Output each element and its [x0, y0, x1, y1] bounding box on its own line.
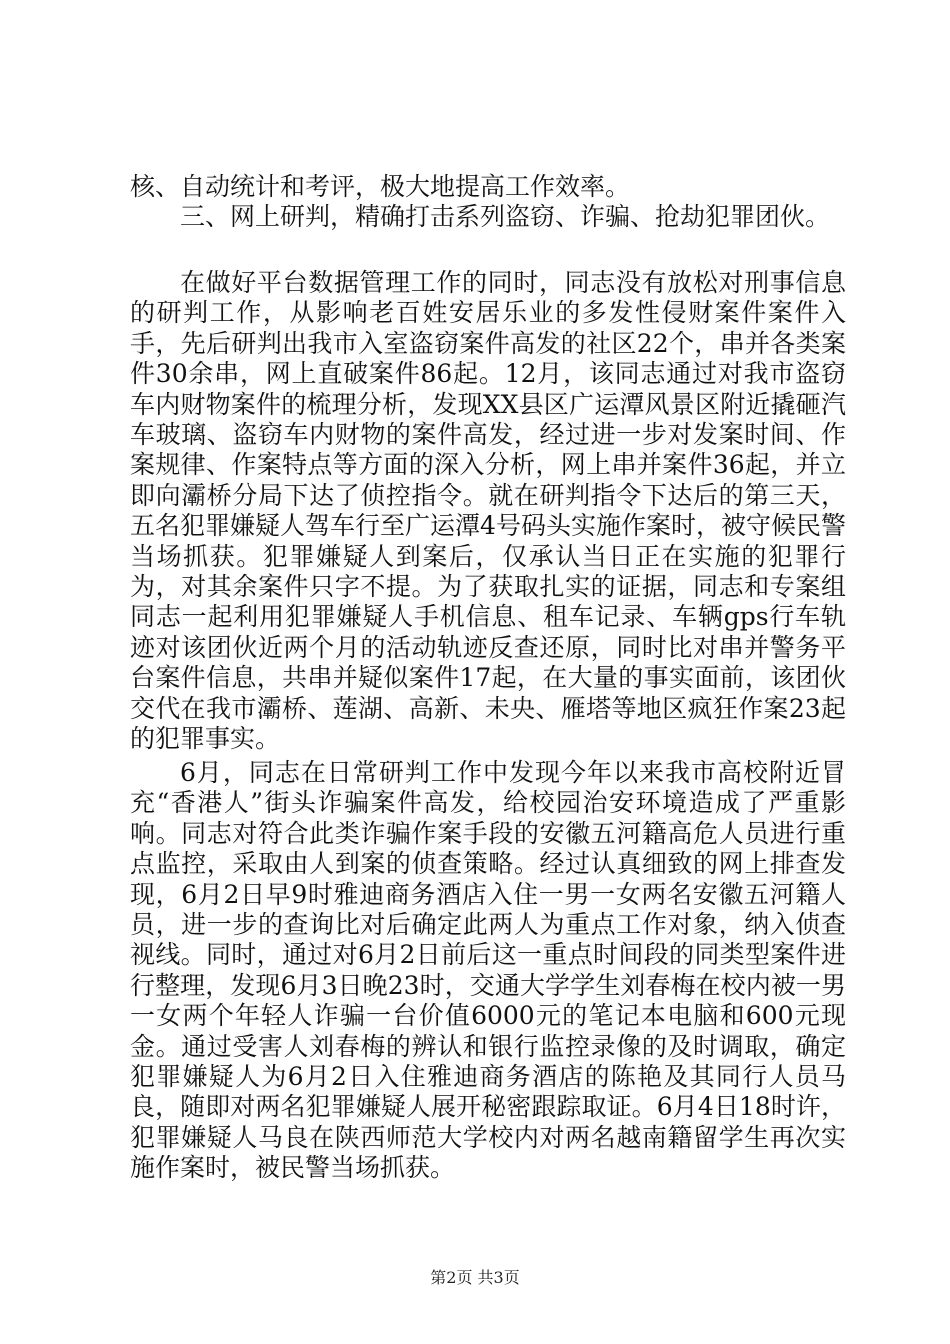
- page-footer: 第2页 共3页: [430, 1268, 520, 1287]
- body-paragraph-1: 在做好平台数据管理工作的同时，同志没有放松对刑事信息的研判工作，从影响老百姓安居乐业的多发性侵财案件案件入手，先后研判出我市入室盗窃案件高发的社区22个，串并各类案件30余串，网上直破案件86起。12月，该同志通过对我市盗窃车内财物案件的梳理分析，发现XX县区广运潭风景区附近撬砸汽车玻璃、盗窃车内财物的案件高发，经过进一步对发案时间、作案规律、作案特点等方面的深入分析，网上串并案件36起，并立即向灞桥分局下达了侦控指令。就在研判指令下达后的第三天，五名犯罪嫌疑人驾车行至广运潭4号码头实施作案时，被守候民警当场抓获。犯罪嫌疑人到案后，仅承认当日正在实施的犯罪行为，对其余案件只字不提。为了获取扎实的证据，同志和专案组同志一起利用犯罪嫌疑人手机信息、租车记录、车辆gps行车轨迹对该团伙近两个月的活动轨迹反查还原，同时比对串并警务平台案件信息，共串并疑似案件17起，在大量的事实面前，该团伙交代在我市灞桥、莲湖、高新、未央、雁塔等地区疯狂作案23起的犯罪事实。: [130, 268, 846, 754]
- body-paragraph-2: 6月，同志在日常研判工作中发现今年以来我市高校附近冒充“香港人”街头诈骗案件高发，给校园治安环境造成了严重影响。同志对符合此类诈骗作案手段的安徽五河籍高危人员进行重点监控，采取由人到案的侦查策略。经过认真细致的网上排查发现，6月2日早9时雅迪商务酒店入住一男一女两名安徽五河籍人员，进一步的查询比对后确定此两人为重点工作对象，纳入侦查视线。同时，通过对6月2日前后这一重点时间段的同类型案件进行整理，发现6月3日晚23时，交通大学学生刘春梅在校内被一男一女两个年轻人诈骗一台价值6000元的笔记本电脑和600元现金。通过受害人刘春梅的辨认和银行监控录像的及时调取，确定犯罪嫌疑人为6月2日入住雅迪商务酒店的陈艳及其同行人员马良，随即对两名犯罪嫌疑人展开秘密跟踪取证。6月4日18时许，犯罪嫌疑人马良在陕西师范大学校内对两名越南籍留学生再次实施作案时，被民警当场抓获。: [130, 758, 846, 1183]
- continuation-line: 核、自动统计和考评，极大地提高工作效率。: [130, 172, 631, 201]
- section-heading: 三、网上研判，精确打击系列盗窃、诈骗、抢劫犯罪团伙。: [180, 202, 831, 231]
